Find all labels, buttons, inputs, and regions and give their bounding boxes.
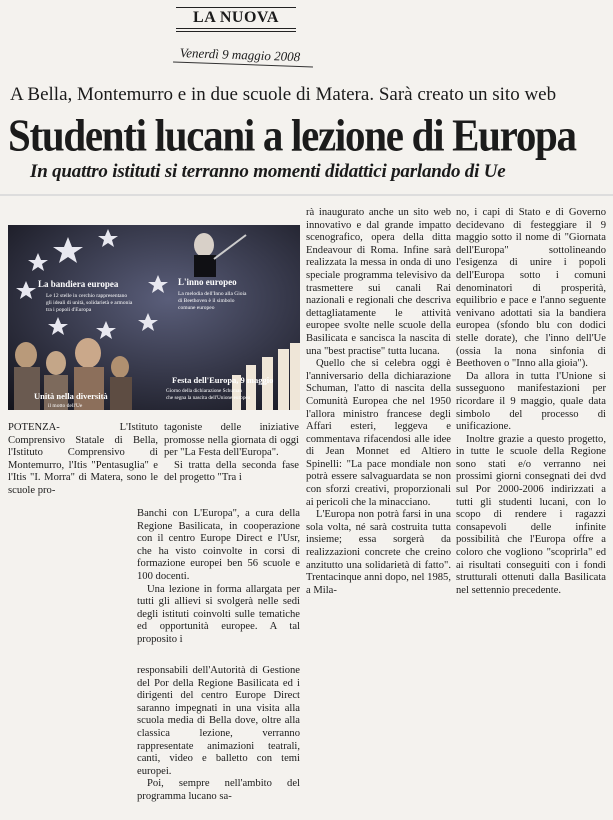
svg-text:L'inno europeo: L'inno europeo bbox=[178, 277, 237, 287]
article-paragraph: POTENZA- L'Istituto Comprensivo Statale di Bella, l'Istituto Comprensivo di Montemurro, l'Itis "Pentasuglia" e l'Itis "I. Morra" di Matera, sono le scuole pro- bbox=[8, 422, 158, 496]
article-paragraph: Poi, sempre nell'ambito del programma lucano sa- bbox=[137, 778, 300, 802]
svg-text:Le 12 stelle in cerchio rappre: Le 12 stelle in cerchio rappresentano bbox=[46, 293, 128, 299]
article-paragraph: Si tratta della seconda fase del progetto "Tra i bbox=[164, 459, 299, 484]
svg-text:Giorno della dichiarazione Sch: Giorno della dichiarazione Schuman bbox=[166, 388, 242, 394]
newspaper-name: LA NUOVA bbox=[193, 9, 279, 26]
article-paragraph: tagoniste delle iniziative promosse nella giornata di oggi per "La Festa dell'Europa". bbox=[164, 422, 299, 459]
svg-text:comune europeo: comune europeo bbox=[178, 305, 215, 311]
svg-text:La melodia dell'Inno alla Gioi: La melodia dell'Inno alla Gioia bbox=[178, 291, 247, 297]
masthead bbox=[176, 6, 296, 33]
svg-text:gli ideali di unità, solidarie: gli ideali di unità, solidarietà e armonia bbox=[46, 300, 133, 306]
article-column-2 bbox=[164, 422, 299, 485]
svg-text:di Beethoven è il simbolo: di Beethoven è il simbolo bbox=[178, 298, 235, 304]
article-kicker: A Bella, Montemurro e in due scuole di Matera. Sarà creato un sito web bbox=[10, 84, 557, 105]
article-paragraph: Inoltre grazie a questo progetto, in tutte le scuole della Regione sono stati e/o verranno nei prossimi giorni consegnati dei dvd sul Por 2000-2006 indirizzati a tutti gli studenti lucani, con lo scopo di rendere i ragazzi consapevoli delle infinite possibilità che l'Europa offre a coloro che vogliono "scoprirla" ed ai risultati conseguiti con i fondi strutturali ottenuti dalla Basilicata nel settennio precedente. bbox=[456, 433, 606, 596]
article-paragraph: responsabili dell'Autorità di Gestione del Por della Regione Basilicata ed i dirigenti del centro Europe Direct saranno impegnati in una visita alla scuola media di Bella dove, oltre alla classica lezione, verranno rappresentate animazioni teatrali, canti, video e balletto con temi europei. bbox=[137, 665, 300, 777]
article-paragraph: Quello che si celebra oggi è l'anniversario della dichiarazione Schuman, l'atto di nascita della Comunità Europea che nel 1950 l'allora ministro francese degli Affari esteri, leggeva e commentava rifacendosi alle idee di Jean Monnet ed Altiero Spinelli: "La pace mondiale non potrà essere salvaguardata se non con sforzi creativi, proporzionali ai pericoli che la minacciano. bbox=[306, 358, 451, 508]
article-paragraph: Da allora in tutta l'Unione si susseguono manifestazioni per ricordare il 9 maggio, quale data simbolo del processo di unificazione. bbox=[456, 370, 606, 433]
svg-text:il motto dell'Ue: il motto dell'Ue bbox=[48, 403, 83, 409]
article-subheadline: In quattro istituti si terranno momenti didattici parlando di Ue bbox=[30, 161, 506, 182]
svg-text:Unità nella diversità: Unità nella diversità bbox=[34, 391, 108, 401]
article-paragraph: Banchi con L'Europa", a cura della Regione Basilicata, in cooperazione con il centro Europe Direct e l'Usr, che ha visto coinvolte in corsi di formazione europei ben 56 scuole e 100 docenti. bbox=[137, 508, 300, 582]
article-column-3 bbox=[306, 207, 451, 597]
svg-text:tra i popoli d'Europa: tra i popoli d'Europa bbox=[46, 307, 92, 313]
publication-date: Venerdì 9 maggio 2008 bbox=[179, 45, 301, 65]
article-column-1 bbox=[8, 422, 158, 498]
article-column-4 bbox=[456, 207, 606, 597]
article-photo bbox=[8, 225, 300, 410]
article-column-2-continued bbox=[137, 508, 300, 647]
article-paragraph: L'Europa non potrà farsi in una sola volta, né sarà costruita tutta insieme; essa sorgerà da realizzazioni concrete che creino anzitutto una solidarietà di fatto". Trentacinque anni dopo, nel 1985, a Mila- bbox=[306, 509, 451, 596]
article-paragraph: rà inaugurato anche un sito web innovativo e dal grande impatto scenografico, opera della ditta Endeavour di Roma. Infine sarà realizzata la messa in onda di uno speciale programma televisivo da trasmettere sui canali Rai nazionali e regionali che descriva dettagliatamente le attività europee svolte nelle scuole della Basilicata e sancisca la nascita di una "best practise" tutta lucana. bbox=[306, 207, 451, 357]
photo-illustration bbox=[8, 225, 300, 410]
svg-text:Festa dell'Europa, 9 maggio: Festa dell'Europa, 9 maggio bbox=[172, 375, 274, 385]
header-divider bbox=[0, 194, 613, 196]
svg-text:che segna la nascita dell'Unio: che segna la nascita dell'Unione europea bbox=[166, 395, 251, 401]
article-headline: Studenti lucani a lezione di Europa bbox=[8, 109, 576, 161]
article-column-2-end bbox=[137, 665, 300, 804]
svg-text:La bandiera europea: La bandiera europea bbox=[38, 279, 119, 289]
article-paragraph: Una lezione in forma allargata per tutti gli allievi si svolgerà nelle sedi degli istituti coinvolti sulle tematiche ed opportunità europee. A tal proposito i bbox=[137, 583, 300, 645]
article-paragraph: no, i capi di Stato e di Governo decidevano di festeggiare il 9 maggio sotto il nome di "Giornata dell'Europa" sottolineando l'esigenza di unire i popoli dell'Europa sotto i comuni denominatori di prosperità, equilibrio e pace e l'anno seguente venivano adottati sia la bandiera europea (sfondo blu con dodici stelle dorate), che l'inno dell'Ue (ossia la nona sinfonia di Beethoven o "Inno alla gioia"). bbox=[456, 207, 606, 370]
